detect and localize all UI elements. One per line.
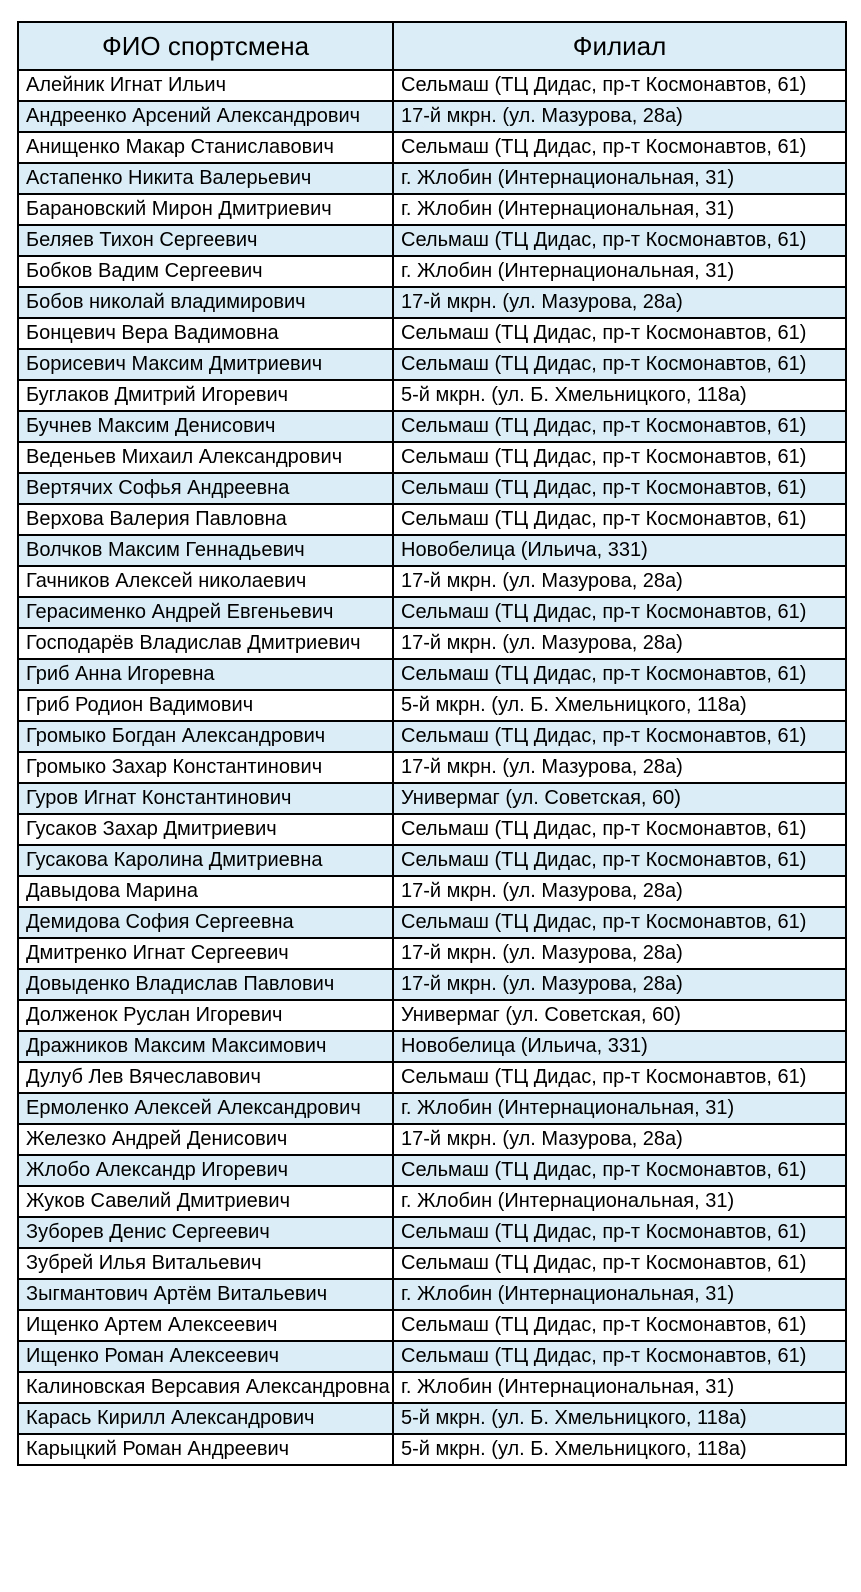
athlete-name-cell: Андреенко Арсений Александрович <box>18 101 393 132</box>
athlete-name-cell: Господарёв Владислав Дмитриевич <box>18 628 393 659</box>
table-row <box>18 1155 846 1186</box>
table-row <box>18 845 846 876</box>
table-row <box>18 628 846 659</box>
table-row <box>18 938 846 969</box>
branch-cell: 17-й мкрн. (ул. Мазурова, 28а) <box>393 566 846 597</box>
athlete-name-cell: Анищенко Макар Станиславович <box>18 132 393 163</box>
table-row <box>18 256 846 287</box>
column-header-athlete-name: ФИО спортсмена <box>18 22 393 70</box>
branch-cell: Сельмаш (ТЦ Дидас, пр-т Космонавтов, 61) <box>393 318 846 349</box>
table-row <box>18 1248 846 1279</box>
table-row <box>18 1310 846 1341</box>
table-row <box>18 1000 846 1031</box>
table-row <box>18 225 846 256</box>
table-row <box>18 163 846 194</box>
branch-cell: Сельмаш (ТЦ Дидас, пр-т Космонавтов, 61) <box>393 845 846 876</box>
branch-cell: 17-й мкрн. (ул. Мазурова, 28а) <box>393 752 846 783</box>
table-row <box>18 411 846 442</box>
athlete-name-cell: Гусакова Каролина Дмитриевна <box>18 845 393 876</box>
column-header-branch: Филиал <box>393 22 846 70</box>
athlete-name-cell: Бучнев Максим Денисович <box>18 411 393 442</box>
table-row <box>18 566 846 597</box>
table-body <box>18 70 846 1465</box>
branch-cell: 5-й мкрн. (ул. Б. Хмельницкого, 118а) <box>393 690 846 721</box>
athlete-name-cell: Зыгмантович Артём Витальевич <box>18 1279 393 1310</box>
branch-cell: Сельмаш (ТЦ Дидас, пр-т Космонавтов, 61) <box>393 721 846 752</box>
table-row <box>18 1093 846 1124</box>
branch-cell: Универмаг (ул. Советская, 60) <box>393 783 846 814</box>
table-row <box>18 721 846 752</box>
athlete-name-cell: Громыко Захар Константинович <box>18 752 393 783</box>
table-row <box>18 101 846 132</box>
branch-cell: 17-й мкрн. (ул. Мазурова, 28а) <box>393 938 846 969</box>
table-row <box>18 876 846 907</box>
athlete-name-cell: Карась Кирилл Александрович <box>18 1403 393 1434</box>
branch-cell: Сельмаш (ТЦ Дидас, пр-т Космонавтов, 61) <box>393 70 846 101</box>
athlete-name-cell: Верхова Валерия Павловна <box>18 504 393 535</box>
athlete-name-cell: Беляев Тихон Сергеевич <box>18 225 393 256</box>
athlete-name-cell: Веденьев Михаил Александрович <box>18 442 393 473</box>
table-row <box>18 287 846 318</box>
branch-cell: Сельмаш (ТЦ Дидас, пр-т Космонавтов, 61) <box>393 907 846 938</box>
table-row <box>18 814 846 845</box>
athlete-name-cell: Давыдова Марина <box>18 876 393 907</box>
branch-cell: Сельмаш (ТЦ Дидас, пр-т Космонавтов, 61) <box>393 1341 846 1372</box>
branch-cell: г. Жлобин (Интернациональная, 31) <box>393 1372 846 1403</box>
athlete-name-cell: Бобов николай владимирович <box>18 287 393 318</box>
table-row <box>18 1186 846 1217</box>
branch-cell: 5-й мкрн. (ул. Б. Хмельницкого, 118а) <box>393 1434 846 1465</box>
athlete-name-cell: Герасименко Андрей Евгеньевич <box>18 597 393 628</box>
athlete-name-cell: Калиновская Версавия Александровна <box>18 1372 393 1403</box>
athlete-name-cell: Буглаков Дмитрий Игоревич <box>18 380 393 411</box>
athlete-name-cell: Зубрей Илья Витальевич <box>18 1248 393 1279</box>
branch-cell: г. Жлобин (Интернациональная, 31) <box>393 194 846 225</box>
branch-cell: Сельмаш (ТЦ Дидас, пр-т Космонавтов, 61) <box>393 411 846 442</box>
branch-cell: г. Жлобин (Интернациональная, 31) <box>393 163 846 194</box>
athlete-name-cell: Гриб Анна Игоревна <box>18 659 393 690</box>
athlete-name-cell: Дулуб Лев Вячеславович <box>18 1062 393 1093</box>
table-row <box>18 1434 846 1465</box>
table-row <box>18 318 846 349</box>
athlete-name-cell: Гуров Игнат Константинович <box>18 783 393 814</box>
branch-cell: Сельмаш (ТЦ Дидас, пр-т Космонавтов, 61) <box>393 1310 846 1341</box>
table-row <box>18 1062 846 1093</box>
table-row <box>18 504 846 535</box>
athlete-name-cell: Волчков Максим Геннадьевич <box>18 535 393 566</box>
athlete-name-cell: Барановский Мирон Дмитриевич <box>18 194 393 225</box>
branch-cell: Сельмаш (ТЦ Дидас, пр-т Космонавтов, 61) <box>393 1062 846 1093</box>
branch-cell: Сельмаш (ТЦ Дидас, пр-т Космонавтов, 61) <box>393 814 846 845</box>
branch-cell: Новобелица (Ильича, 331) <box>393 1031 846 1062</box>
table-row <box>18 907 846 938</box>
athlete-name-cell: Гачников Алексей николаевич <box>18 566 393 597</box>
branch-cell: г. Жлобин (Интернациональная, 31) <box>393 1093 846 1124</box>
athlete-name-cell: Громыко Богдан Александрович <box>18 721 393 752</box>
athletes-table <box>17 21 847 1466</box>
branch-cell: Сельмаш (ТЦ Дидас, пр-т Космонавтов, 61) <box>393 504 846 535</box>
branch-cell: 17-й мкрн. (ул. Мазурова, 28а) <box>393 628 846 659</box>
branch-cell: Сельмаш (ТЦ Дидас, пр-т Космонавтов, 61) <box>393 1248 846 1279</box>
branch-cell: Сельмаш (ТЦ Дидас, пр-т Космонавтов, 61) <box>393 1155 846 1186</box>
athlete-name-cell: Алейник Игнат Ильич <box>18 70 393 101</box>
athlete-name-cell: Зуборев Денис Сергеевич <box>18 1217 393 1248</box>
athlete-name-cell: Жуков Савелий Дмитриевич <box>18 1186 393 1217</box>
branch-cell: г. Жлобин (Интернациональная, 31) <box>393 256 846 287</box>
table-row <box>18 194 846 225</box>
athlete-name-cell: Дмитренко Игнат Сергеевич <box>18 938 393 969</box>
athlete-name-cell: Гриб Родион Вадимович <box>18 690 393 721</box>
branch-cell: Сельмаш (ТЦ Дидас, пр-т Космонавтов, 61) <box>393 442 846 473</box>
branch-cell: 17-й мкрн. (ул. Мазурова, 28а) <box>393 101 846 132</box>
athlete-name-cell: Довыденко Владислав Павлович <box>18 969 393 1000</box>
branch-cell: Сельмаш (ТЦ Дидас, пр-т Космонавтов, 61) <box>393 225 846 256</box>
table-row <box>18 1124 846 1155</box>
table-row <box>18 380 846 411</box>
table-row <box>18 535 846 566</box>
table-row <box>18 1031 846 1062</box>
branch-cell: 17-й мкрн. (ул. Мазурова, 28а) <box>393 287 846 318</box>
table-row <box>18 1403 846 1434</box>
branch-cell: г. Жлобин (Интернациональная, 31) <box>393 1186 846 1217</box>
table-row <box>18 752 846 783</box>
branch-cell: Сельмаш (ТЦ Дидас, пр-т Космонавтов, 61) <box>393 132 846 163</box>
athlete-name-cell: Жлобо Александр Игоревич <box>18 1155 393 1186</box>
athlete-name-cell: Бобков Вадим Сергеевич <box>18 256 393 287</box>
table-row <box>18 659 846 690</box>
table-row <box>18 969 846 1000</box>
athlete-name-cell: Вертячих Софья Андреевна <box>18 473 393 504</box>
branch-cell: Универмаг (ул. Советская, 60) <box>393 1000 846 1031</box>
athlete-name-cell: Гусаков Захар Дмитриевич <box>18 814 393 845</box>
table-row <box>18 132 846 163</box>
table-row <box>18 1341 846 1372</box>
table-row <box>18 442 846 473</box>
branch-cell: Сельмаш (ТЦ Дидас, пр-т Космонавтов, 61) <box>393 349 846 380</box>
branch-cell: Сельмаш (ТЦ Дидас, пр-т Космонавтов, 61) <box>393 597 846 628</box>
athlete-name-cell: Железко Андрей Денисович <box>18 1124 393 1155</box>
athlete-name-cell: Демидова София Сергеевна <box>18 907 393 938</box>
table-row <box>18 690 846 721</box>
branch-cell: 17-й мкрн. (ул. Мазурова, 28а) <box>393 876 846 907</box>
branch-cell: 5-й мкрн. (ул. Б. Хмельницкого, 118а) <box>393 1403 846 1434</box>
athlete-name-cell: Ищенко Артем Алексеевич <box>18 1310 393 1341</box>
table-row <box>18 70 846 101</box>
athlete-name-cell: Борисевич Максим Дмитриевич <box>18 349 393 380</box>
table-row <box>18 1279 846 1310</box>
branch-cell: Сельмаш (ТЦ Дидас, пр-т Космонавтов, 61) <box>393 1217 846 1248</box>
table-row <box>18 597 846 628</box>
branch-cell: 17-й мкрн. (ул. Мазурова, 28а) <box>393 1124 846 1155</box>
athlete-name-cell: Дражников Максим Максимович <box>18 1031 393 1062</box>
athlete-name-cell: Долженок Руслан Игоревич <box>18 1000 393 1031</box>
branch-cell: Сельмаш (ТЦ Дидас, пр-т Космонавтов, 61) <box>393 473 846 504</box>
branch-cell: 5-й мкрн. (ул. Б. Хмельницкого, 118а) <box>393 380 846 411</box>
table-row <box>18 1372 846 1403</box>
athlete-name-cell: Ищенко Роман Алексеевич <box>18 1341 393 1372</box>
table-row <box>18 349 846 380</box>
table-header-row <box>18 22 846 70</box>
athlete-name-cell: Карыцкий Роман Андреевич <box>18 1434 393 1465</box>
branch-cell: г. Жлобин (Интернациональная, 31) <box>393 1279 846 1310</box>
table-row <box>18 1217 846 1248</box>
branch-cell: 17-й мкрн. (ул. Мазурова, 28а) <box>393 969 846 1000</box>
athlete-name-cell: Бонцевич Вера Вадимовна <box>18 318 393 349</box>
branch-cell: Новобелица (Ильича, 331) <box>393 535 846 566</box>
table-row <box>18 473 846 504</box>
athlete-name-cell: Ермоленко Алексей Александрович <box>18 1093 393 1124</box>
table-row <box>18 783 846 814</box>
athlete-name-cell: Астапенко Никита Валерьевич <box>18 163 393 194</box>
branch-cell: Сельмаш (ТЦ Дидас, пр-т Космонавтов, 61) <box>393 659 846 690</box>
